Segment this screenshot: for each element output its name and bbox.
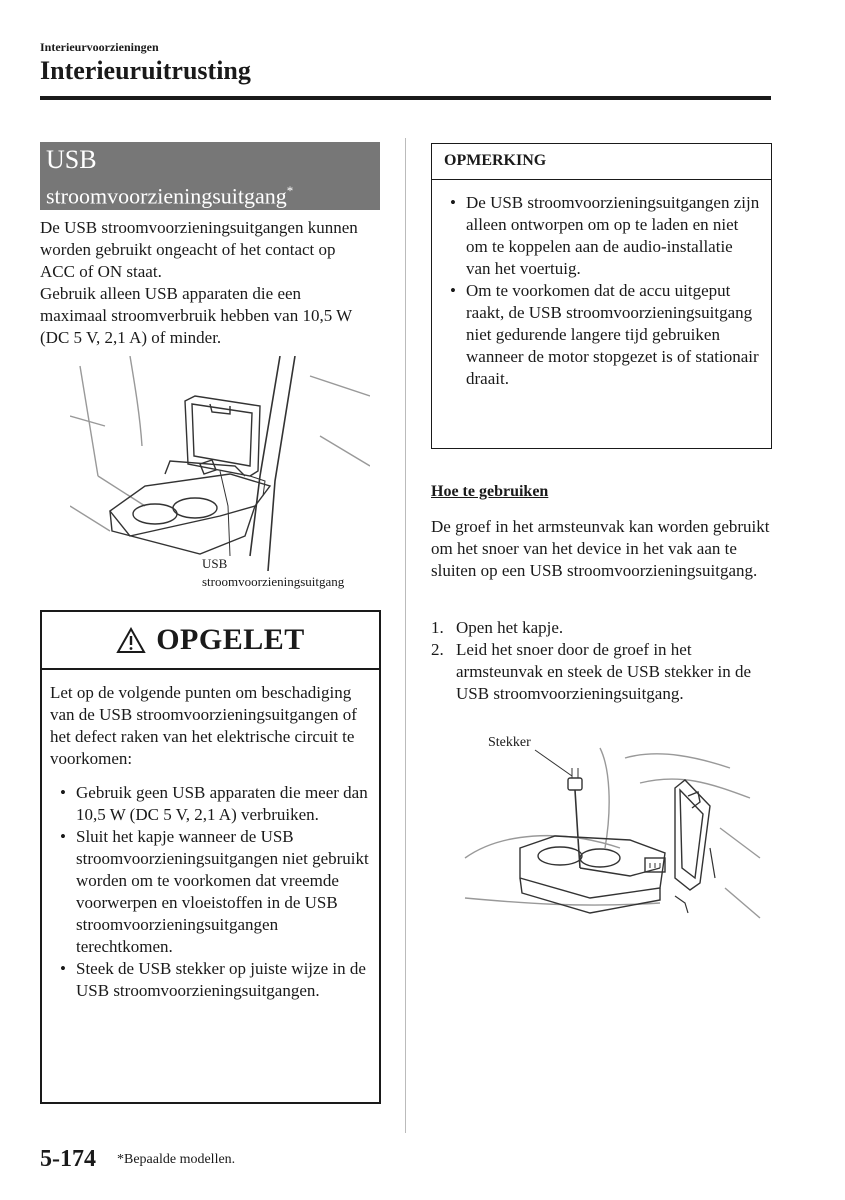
- footnote-marker: *: [286, 183, 294, 198]
- step-number: 1.: [431, 618, 444, 637]
- note-title: OPMERKING: [432, 144, 771, 180]
- caution-box: [40, 610, 381, 1104]
- breadcrumb: Interieurvoorzieningen: [40, 40, 159, 54]
- page-title: Interieuruitrusting: [40, 56, 251, 85]
- step-text: Open het kapje.: [456, 618, 564, 637]
- caution-bullet: • Sluit het kapje wanneer de USB stroomvoorzieningsuitgangen niet gebruikt worden om te voorkomen dat vreemde voorwerpen en vloeistoffen in de USB stroomvoorzieningsuitgangen terechtkomen.: [50, 826, 371, 958]
- page-number: 5-174: [40, 1146, 96, 1172]
- note-bullet: • De USB stroomvoorzieningsuitgangen zijn alleen ontworpen om op te laden en niet om te koppelen aan de audio-installatie van het voertuig.: [440, 192, 761, 280]
- intro-paragraph: De USB stroomvoorzieningsuitgangen kunnen worden gebruikt ongeacht of het contact op ACC of ON staat.: [40, 218, 358, 281]
- title-rule: [40, 96, 771, 100]
- note-body: [432, 180, 771, 390]
- caution-list: [50, 782, 371, 1002]
- step-item: [431, 617, 771, 639]
- caution-bullet: • Gebruik geen USB apparaten die meer dan 10,5 W (DC 5 V, 2,1 A) verbruiken.: [50, 782, 371, 826]
- caution-header: [42, 612, 379, 670]
- footnote: *Bepaalde modellen.: [117, 1152, 236, 1167]
- caution-body: [42, 670, 379, 1002]
- caution-bullet: • Steek de USB stekker op juiste wijze in de USB stroomvoorzieningsuitgangen.: [50, 958, 371, 1002]
- section-title-line2: stroomvoorzieningsuitgang: [46, 183, 287, 209]
- caution-intro: Let op de volgende punten om beschadiging van de USB stroomvoorzieningsuitgangen of het defect raken van het elektrische circuit te voorkomen:: [50, 683, 357, 768]
- howto-text: De groef in het armsteunvak kan worden gebruikt om het snoer van het device in het vak aan te sluiten op een USB stroomvoorzieningsuitgang.: [431, 517, 770, 580]
- figure1-caption-line2: stroomvoorzieningsuitgang: [202, 574, 345, 589]
- section-heading: [40, 142, 380, 210]
- caution-title: OPGELET: [156, 623, 305, 656]
- step-item: [431, 639, 771, 705]
- plug-label: Stekker: [488, 735, 531, 750]
- warning-triangle-icon: [116, 627, 146, 654]
- intro-text: [40, 217, 370, 349]
- howto-heading: Hoe te gebruiken: [431, 483, 549, 500]
- usb-plug-illustration: [460, 728, 770, 938]
- step-text: Leid het snoer door de groef in het armsteunvak en steek de USB stekker in de USB stroomvoorzieningsuitgang.: [456, 640, 752, 703]
- note-bullet: • Om te voorkomen dat de accu uitgeput raakt, de USB stroomvoorzieningsuitgang niet gedurende langere tijd gebruiken wanneer de motor stopgezet is of stationair draait.: [440, 280, 761, 390]
- figure1-caption: [202, 555, 344, 591]
- column-divider: [405, 138, 406, 1133]
- note-box: [431, 143, 772, 449]
- figure1-caption-line1: USB: [202, 556, 228, 571]
- steps-list: [431, 617, 771, 705]
- section-title-line1: USB: [46, 145, 97, 174]
- intro-paragraph: Gebruik alleen USB apparaten die een maximaal stroomverbruik hebben van 10,5 W (DC 5 V, 2,1 A) of minder.: [40, 284, 352, 347]
- note-list: [440, 192, 761, 390]
- step-number: 2.: [431, 640, 444, 659]
